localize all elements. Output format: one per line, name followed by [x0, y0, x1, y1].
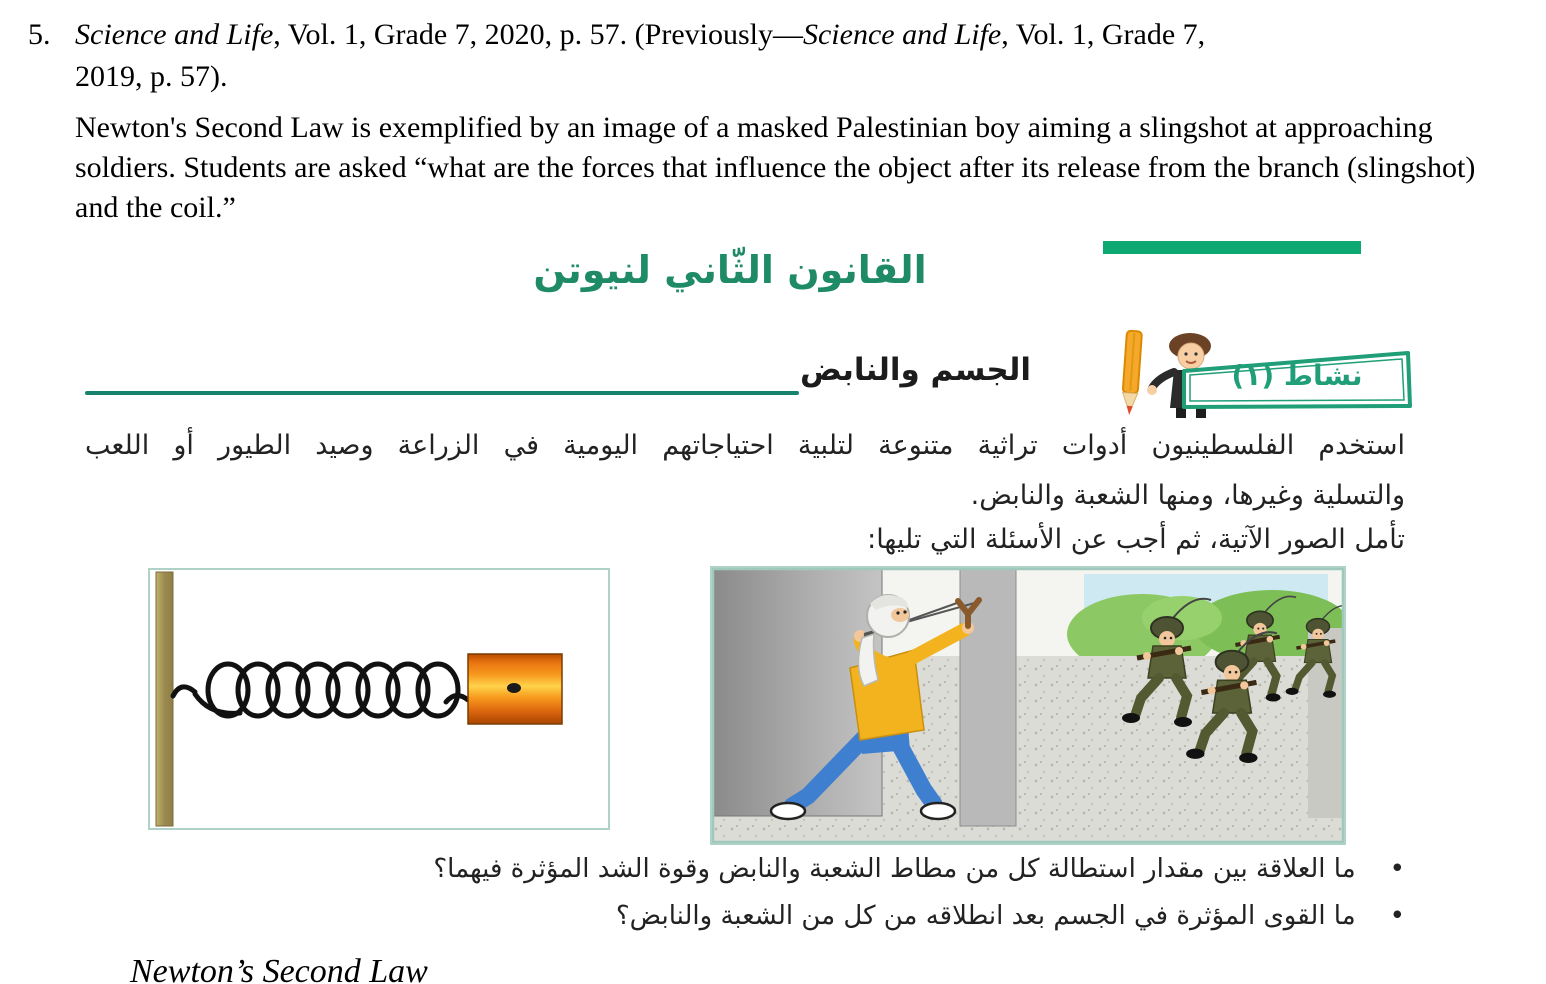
spring-diagram [150, 570, 608, 828]
question-text-2: ما القوى المؤثرة في الجسم بعد انطلاقه من كل من الشعبة والنابض؟ [615, 901, 1356, 931]
masked-boy-slingshot-soldiers-illustration [710, 566, 1346, 845]
citation-title-2: Science and Life [802, 18, 1002, 51]
citation-text [75, 14, 1205, 98]
citation-rest-1: , Vol. 1, Grade 7, 2020, p. 57. (Previously— [273, 18, 803, 51]
activity-divider-line [85, 391, 799, 395]
bullet-icon: • [1389, 901, 1405, 931]
question-text-1: ما العلاقة بين مقدار استطالة كل من مطاط الشعبة والنابض وقوة الشد المؤثرة فيهما؟ [433, 854, 1356, 884]
citation-rest-2: , Vol. 1, Grade 7, [1001, 18, 1206, 51]
textbook-title-arabic: القانون الثّاني لنيوتن [533, 248, 927, 292]
question-item-2 [105, 899, 1405, 933]
activity-badge-label: نشاط (١) [1231, 359, 1363, 392]
arabic-paragraph-line3: تأمل الصور الآتية، ثم أجب عن الأسئلة التي تليها: [867, 524, 1405, 555]
question-item-1 [105, 852, 1405, 886]
description-paragraph: Newton's Second Law is exemplified by an image of a masked Palestinian boy aiming a slingshot at approaching soldiers. Students are asked “what are the forces that influence the object after its release from the branch (slingshot) and the coil.” [75, 111, 1476, 224]
citation-title-1: Science and Life [75, 18, 274, 51]
activity-banner [1180, 349, 1414, 411]
citation-item [28, 14, 1518, 98]
spring-wall-block-illustration [148, 568, 610, 830]
citation-number: 5. [28, 18, 51, 51]
arabic-paragraph-line2: والتسلية وغيرها، ومنها الشعبة والنابض. [970, 480, 1405, 511]
citation-line2: 2019, p. 57). [75, 60, 228, 93]
bullet-icon: • [1389, 854, 1405, 884]
activity-title-arabic: الجسم والنابض [800, 352, 1032, 388]
footer-caption: Newton’s Second Law [130, 953, 428, 984]
decorative-green-bar [1103, 241, 1361, 254]
arabic-paragraph-line1: استخدم الفلسطينيون أدوات تراثية متنوعة لتلبية احتياجاتهم اليومية في الزراعة وصيد الطيور أو اللعب [85, 430, 1405, 461]
cartoon-scene [712, 568, 1344, 843]
citation-line1 [75, 14, 1205, 56]
